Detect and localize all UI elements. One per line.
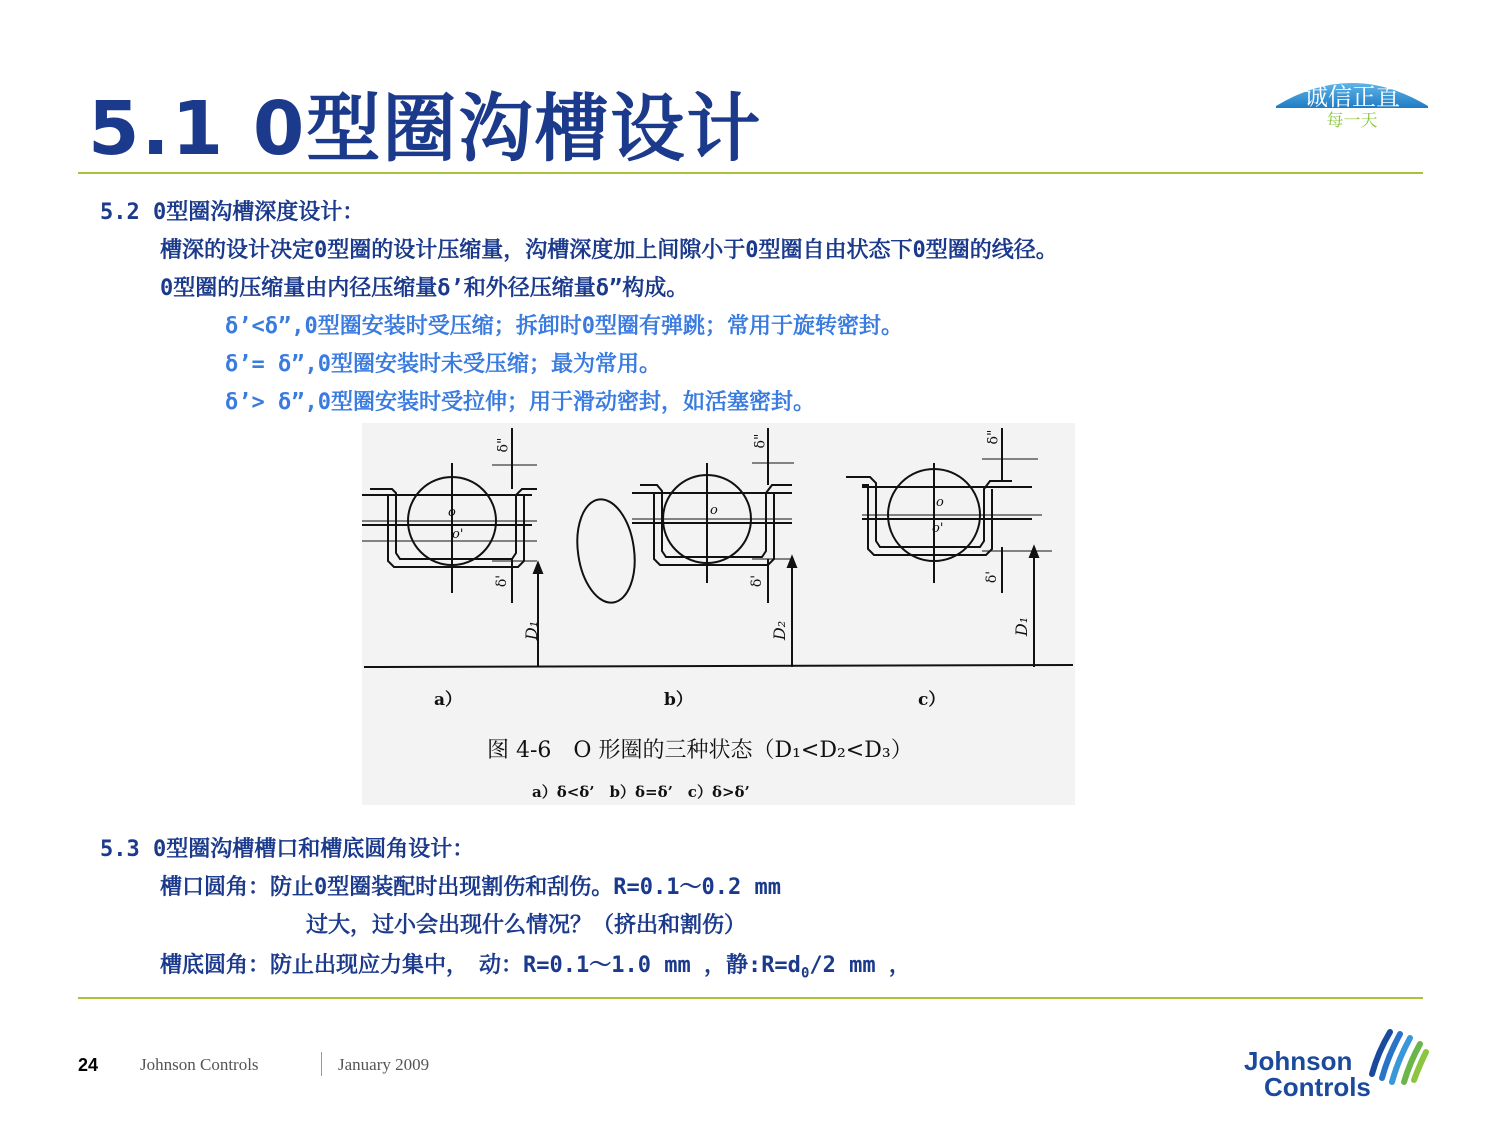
section-3-line-1: 槽口圆角：防止0型圈装配时出现割伤和刮伤。R=0.1～0.2 mm [160, 875, 781, 900]
center-o-prime-label-a: o' [452, 527, 464, 542]
jc-logo-word-1: Johnson [1244, 1046, 1353, 1076]
baseline-line [364, 665, 1073, 667]
center-o-label-a: o [448, 505, 456, 520]
section-3-line-3-prefix: 槽底圆角：防止出现应力集中， 动：R=0.1～1.0 mm ，静:R=d [160, 953, 801, 978]
d2-label-b: D₂ [770, 620, 790, 641]
sub-label-a: a） [434, 690, 463, 710]
delta-outer-label-c: δ" [985, 429, 1002, 445]
page-number: 24 [78, 1055, 99, 1075]
section-3-line-3-suffix: /2 mm ， [809, 953, 911, 978]
footer-date: January 2009 [338, 1055, 430, 1074]
free-oring-ellipse [571, 496, 641, 607]
badge-main-text: 诚信正直 [1304, 83, 1400, 111]
section-2-line-1: 槽深的设计决定0型圈的设计压缩量，沟槽深度加上间隙小于0型圈自由状态下0型圈的线径。 [160, 238, 1058, 263]
figure-caption: 图 4-6 O 形圈的三种状态（D₁<D₂<D₃） [487, 738, 913, 763]
d1-label-a: D₁ [522, 620, 542, 641]
delta-inner-label-a: δ' [494, 574, 511, 588]
section-2-case-1: δ’<δ”,0型圈安装时受压缩；拆卸时0型圈有弹跳；常用于旋转密封。 [225, 314, 903, 339]
delta-inner-label-c: δ' [984, 570, 1001, 584]
oring-states-figure [362, 423, 1075, 805]
johnson-controls-logo [1240, 1022, 1430, 1104]
delta-outer-label-a: δ" [495, 437, 512, 453]
jc-logo-word-2: Controls [1264, 1072, 1371, 1102]
center-o-label-c: o [936, 495, 944, 510]
d1-label-c: D₁ [1012, 616, 1032, 637]
section-2-line-2: 0型圈的压缩量由内径压缩量δ’和外径压缩量δ”构成。 [160, 276, 689, 301]
integrity-badge-logo [1272, 72, 1432, 132]
center-o-label-b: o [710, 503, 718, 518]
footer-separator [321, 1052, 322, 1076]
section-3-line-3 [160, 948, 911, 981]
sub-label-b: b） [664, 690, 693, 710]
top-divider [78, 172, 1423, 174]
section-3-heading: 5.3 0型圈沟槽槽口和槽底圆角设计： [100, 837, 475, 862]
figure-legend: a）δ<δ’ b）δ=δ’ c）δ>δ’ [532, 783, 750, 801]
section-3-line-2: 过大，过小会出现什么情况？（挤出和割伤） [306, 913, 747, 938]
slide-title: 5.1 0型圈沟槽设计 [88, 86, 763, 172]
section-2-case-2: δ’= δ”,0型圈安装时未受压缩；最为常用。 [225, 352, 661, 377]
state-a-drawing [362, 428, 542, 667]
center-o-prime-label-c: o' [932, 521, 944, 536]
delta-outer-label-b: δ" [752, 433, 769, 449]
section-2-heading: 5.2 0型圈沟槽深度设计： [100, 200, 365, 225]
bottom-divider [78, 997, 1423, 999]
sub-label-c: c） [918, 690, 946, 710]
badge-sub-text: 每一天 [1326, 111, 1378, 131]
delta-inner-label-b: δ' [749, 574, 766, 588]
section-3-line-3-subscript: 0 [800, 965, 810, 982]
section-2-case-3: δ’> δ”,0型圈安装时受拉伸；用于滑动密封，如活塞密封。 [225, 390, 815, 415]
footer-company: Johnson Controls [140, 1055, 259, 1074]
